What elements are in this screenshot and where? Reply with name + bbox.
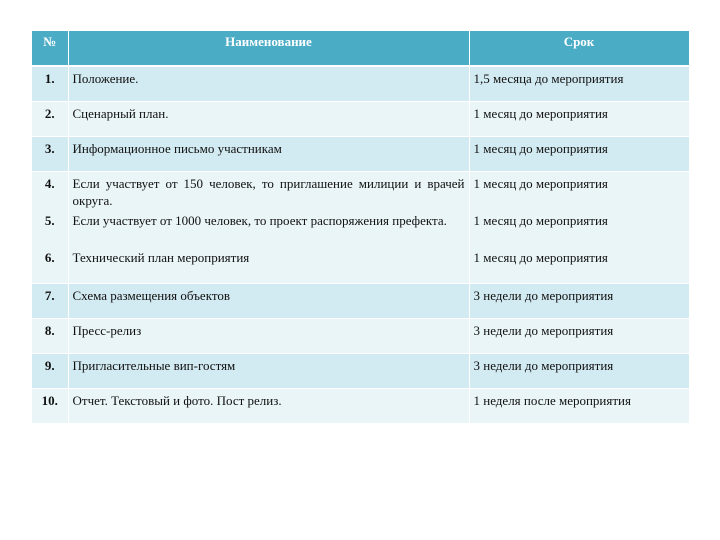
row-name: Положение. [68,66,469,102]
row-term: 3 недели до мероприятия [469,319,689,354]
row-term: 1 месяц до мероприятия [469,137,689,172]
row-term-group [469,172,689,284]
row-term: 3 недели до мероприятия [469,284,689,319]
row-name: Отчет. Текстовый и фото. Пост релиз. [68,389,469,424]
row-term: 1 месяц до мероприятия [473,250,608,265]
row-number: 5. [44,213,55,228]
row-number: 6. [44,250,55,265]
row-name: Если участвует от 1000 человек, то проект распоряжения префекта. [72,213,447,228]
row-number: 2. [32,102,68,137]
row-term: 1 месяц до мероприятия [469,102,689,137]
table-row [32,354,689,389]
row-number: 4. [44,176,55,191]
header-term: Срок [469,31,689,66]
row-term: 1 месяц до мероприятия [473,213,608,228]
row-name: Информационное письмо участникам [68,137,469,172]
table-row-group [32,172,689,284]
row-name: Если участвует от 150 человек, то приглашение милиции и врачей округа. [72,176,465,208]
row-number: 10. [32,389,68,424]
table-row [32,284,689,319]
row-name: Технический план мероприятия [72,250,250,265]
header-number: № [32,31,68,66]
table-row [32,102,689,137]
schedule-table [32,31,690,424]
row-name: Схема размещения объектов [68,284,469,319]
table-row [32,137,689,172]
row-name: Пресс-релиз [68,319,469,354]
row-name: Пригласительные вип-гостям [68,354,469,389]
row-term: 1 неделя после мероприятия [469,389,689,424]
table-row [32,66,689,102]
row-name-group [68,172,469,284]
row-term: 3 недели до мероприятия [469,354,689,389]
row-number-group [32,172,68,284]
row-number: 3. [32,137,68,172]
table-row [32,389,689,424]
header-name: Наименование [68,31,469,66]
row-number: 7. [32,284,68,319]
header-row [32,31,689,66]
row-name: Сценарный план. [68,102,469,137]
row-term: 1 месяц до мероприятия [473,176,608,191]
row-number: 1. [32,66,68,102]
row-number: 8. [32,319,68,354]
table-row [32,319,689,354]
row-number: 9. [32,354,68,389]
row-term: 1,5 месяца до мероприятия [469,66,689,102]
